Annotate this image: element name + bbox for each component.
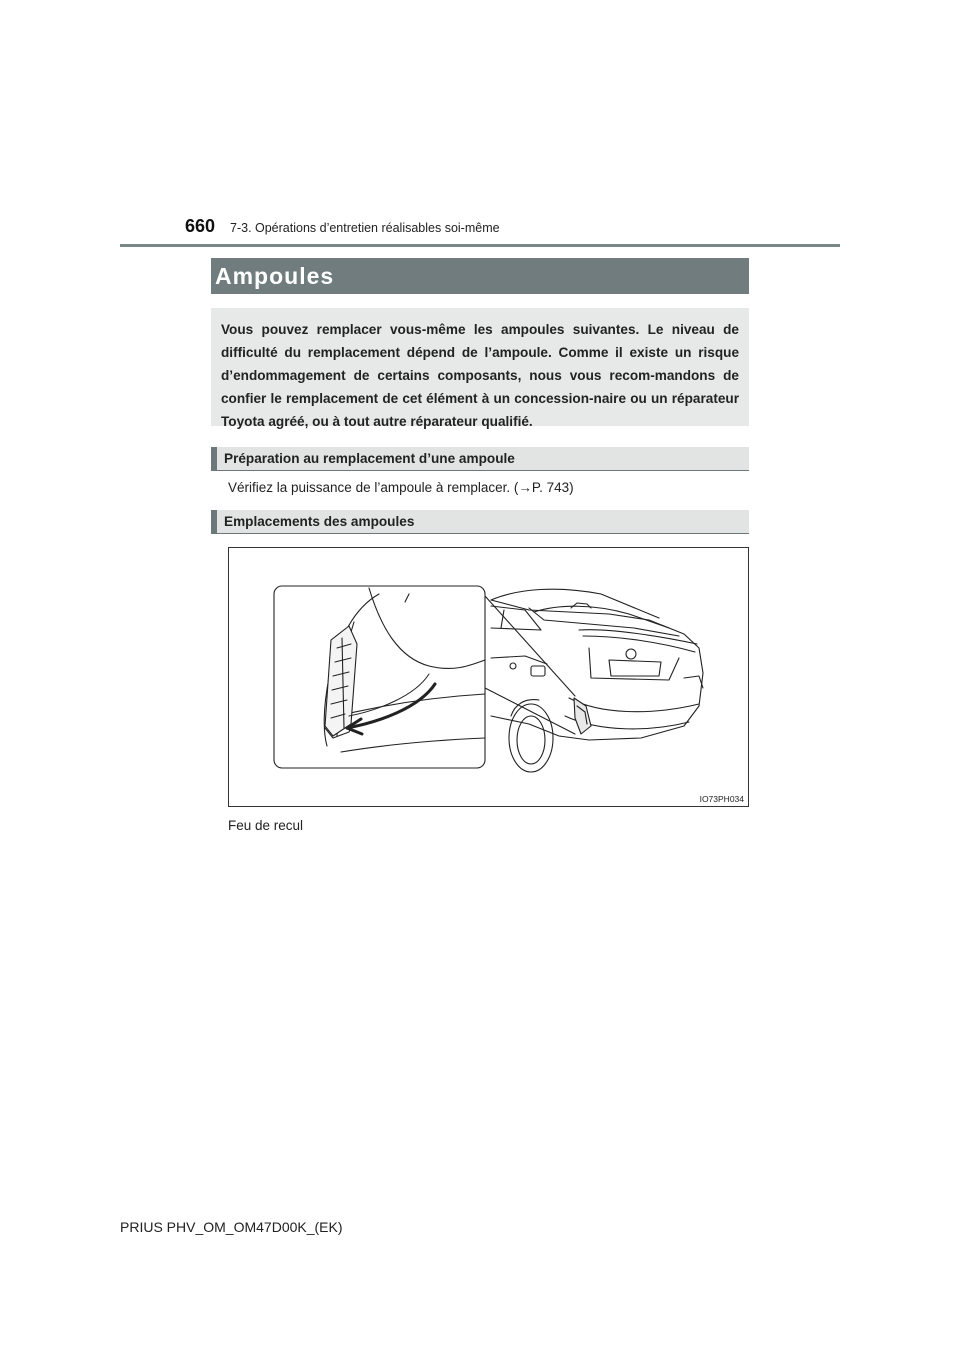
page-title: Ampoules bbox=[211, 258, 749, 294]
car-rear-drawing bbox=[229, 548, 748, 806]
heading-marker bbox=[211, 510, 217, 533]
intro-box bbox=[211, 308, 749, 429]
intro-text: Vous pouvez remplacer vous-même les ampoules suivantes. Le niveau de difficulté du remplacement dépend de l’ampoule. Comme il existe un risque d’endommagement de certains composants, nous vous recom-mandons de confier le remplacement de cet élément à un concession-naire ou un réparateur Toyota agréé, ou à tout autre réparateur qualifié. bbox=[221, 322, 739, 429]
subheading-locations bbox=[211, 510, 749, 534]
heading-marker bbox=[211, 447, 217, 470]
figure-caption: Feu de recul bbox=[228, 818, 304, 833]
page-number: 660 bbox=[185, 216, 216, 236]
bulb-location-illustration bbox=[228, 547, 749, 807]
subheading-preparation bbox=[211, 447, 749, 471]
preparation-text: Vérifiez la puissance de l’ampoule à remplacer. (→P. 743) bbox=[228, 480, 574, 495]
subheading-locations-label: Emplacements des ampoules bbox=[224, 514, 415, 529]
subheading-preparation-label: Préparation au remplacement d’une ampoule bbox=[224, 451, 515, 466]
section-path: 7-3. Opérations d’entretien réalisables soi-même bbox=[230, 221, 500, 235]
header-rule bbox=[120, 244, 840, 247]
document-id: PRIUS PHV_OM_OM47D00K_(EK) bbox=[120, 1219, 343, 1235]
figure-code: IO73PH034 bbox=[699, 794, 744, 804]
